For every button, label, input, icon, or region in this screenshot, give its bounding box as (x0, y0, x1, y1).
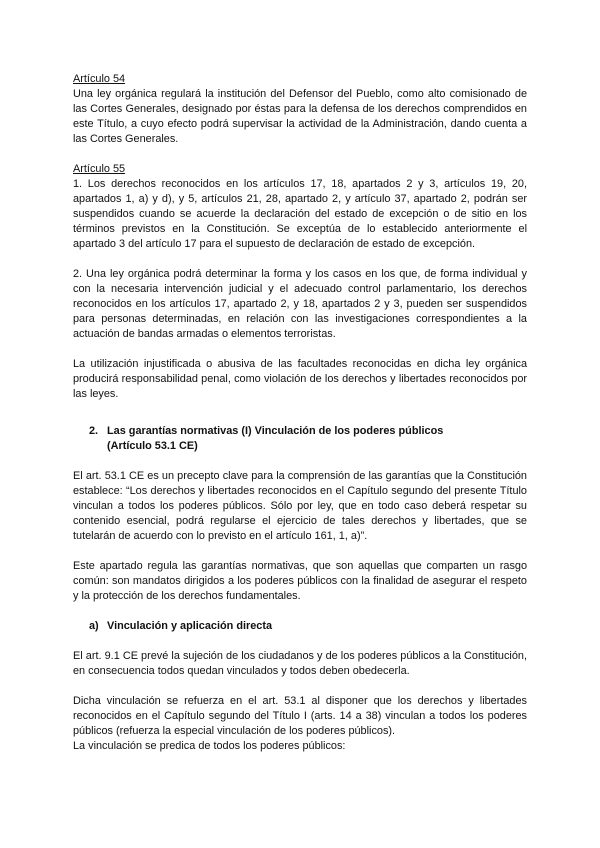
subsection-a-paragraph-2: Dicha vinculación se refuerza en el art. 53.1 al disponer que los derechos y libertades reconocidos en el Capítulo segundo del Título I (arts. 14 a 38) vinculan a todos los poderes públicos (refuerza la especial vinculación de los poderes públicos). (73, 695, 527, 737)
article-54-heading: Artículo 54 (73, 73, 126, 85)
article-55-paragraph-3: La utilización injustificada o abusiva de las facultades reconocidas en dicha ley orgánica producirá responsabilidad penal, como violación de los derechos y libertades reconocidos por las leyes. (73, 358, 527, 400)
document-page (73, 72, 527, 754)
subsection-a-paragraph-1: El art. 9.1 CE prevé la sujeción de los ciudadanos y de los poderes públicos a la Constitución, en consecuencia todos quedan vinculados y todos deben obedecerla. (73, 650, 527, 677)
article-55-heading: Artículo 55 (73, 163, 126, 175)
article-54-text: Una ley orgánica regulará la institución del Defensor del Pueblo, como alto comisionado de las Cortes Generales, designado por éstas para la defensa de los derechos comprendidos en este Título, a cuyo efecto podrá supervisar la actividad de la Administración, dando cuenta a las Cortes Generales. (73, 88, 527, 145)
subsection-a-label: a) (89, 620, 99, 632)
section-2-title-line-2: (Artículo 53.1 CE) (107, 440, 198, 452)
subsection-a-title: Vinculación y aplicación directa (107, 620, 273, 632)
section-2-number: 2. (89, 425, 99, 437)
section-2-paragraph-1: El art. 53.1 CE es un precepto clave para la comprensión de las garantías que la Constitución establece: “Los derechos y libertades reconocidos en el Capítulo segundo del presente Título vinculan a todos los poderes públicos. Sólo por ley, que en todo caso deberá respetar su contenido esencial, podrá regularse el ejercicio de tales derechos y libertades, que se tutelarán de acuerdo con lo previsto en el artículo 161, 1, a)”. (73, 470, 527, 542)
article-55-paragraph-2: 2. Una ley orgánica podrá determinar la forma y los casos en los que, de forma individual y con la necesaria intervención judicial y el adecuado control parlamentario, los derechos reconocidos en los artículos 17, apartado 2, y 18, apartados 2 y 3, pueden ser suspendidos para personas determinadas, en relación con las investigaciones correspondientes a la actuación de bandas armadas o elementos terroristas. (73, 268, 527, 340)
article-55-paragraph-1: 1. Los derechos reconocidos en los artículos 17, 18, apartados 2 y 3, artículos 19, 20, apartados 1, a) y d), y 5, artículos 21, 28, apartado 2, y artículo 37, apartado 2, podrán ser suspendidos cuando se acuerde la declaración del estado de excepción o de sitio en los términos previstos en la Constitución. Se exceptúa de lo establecido anteriormente el apartado 3 del artículo 17 para el supuesto de declaración de estado de excepción. (73, 178, 527, 250)
section-2-title-line-1: Las garantías normativas (I) Vinculación de los poderes públicos (107, 425, 444, 437)
subsection-a-paragraph-3: La vinculación se predica de todos los poderes públicos: (73, 740, 346, 752)
section-2-heading (73, 424, 527, 454)
subsection-a-heading (73, 619, 527, 634)
section-2-paragraph-2: Este apartado regula las garantías normativas, que son aquellas que comparten un rasgo común: son mandatos dirigidos a los poderes públicos con la finalidad de asegurar el respeto y la protección de los derechos fundamentales. (73, 560, 527, 602)
